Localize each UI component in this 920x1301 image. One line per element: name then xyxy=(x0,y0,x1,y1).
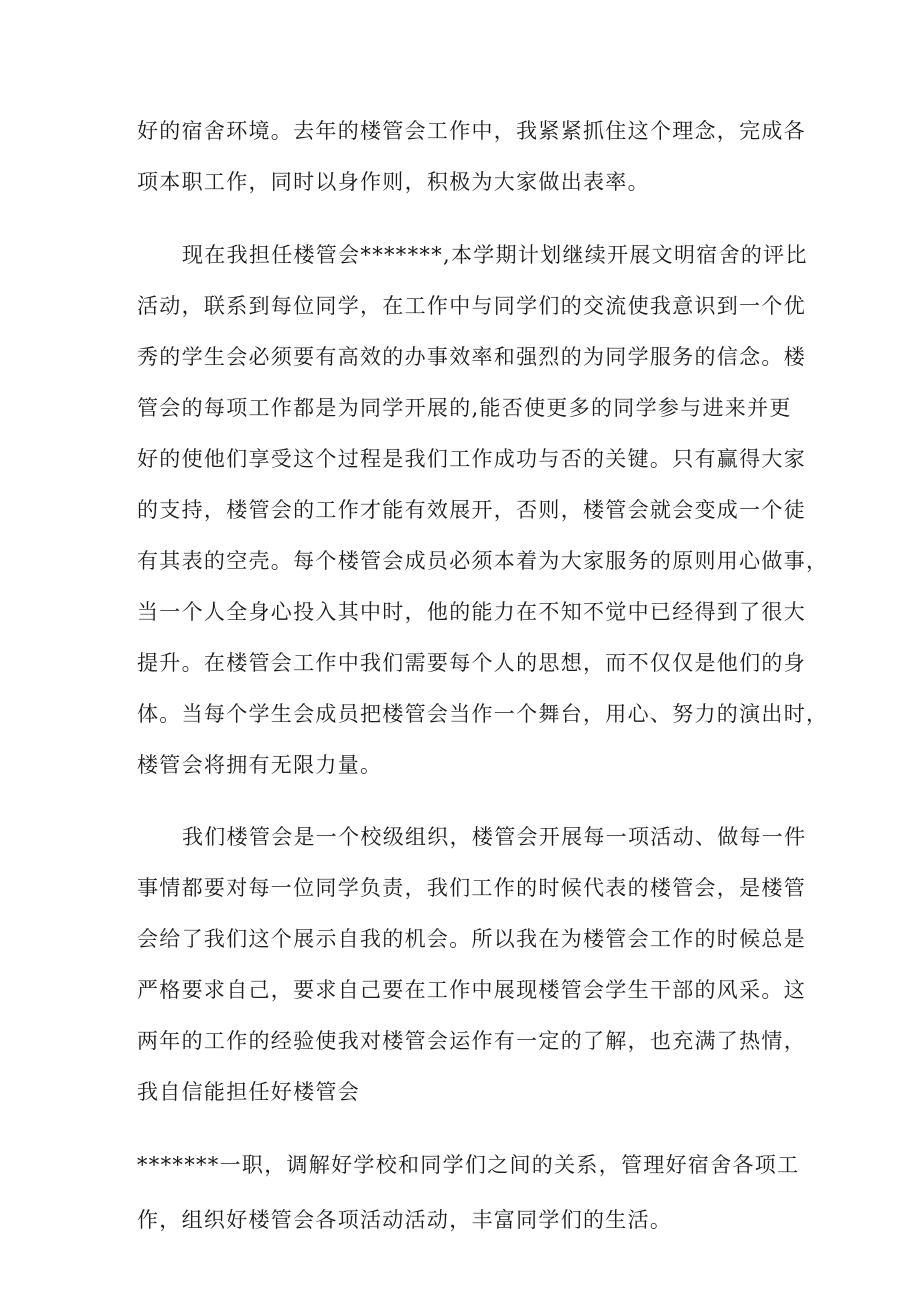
paragraph-3-line-1: 我们楼管会是一个校级组织，楼管会开展每一项活动、做每一件 xyxy=(182,825,807,849)
paragraph-2-line-10: 体。当每个学生会成员把楼管会当作一个舞台，用心、努力的演出时， xyxy=(137,702,829,726)
paragraph-3-line-3: 会给了我们这个展示自我的机会。所以我在为楼管会工作的时候总是 xyxy=(137,927,806,951)
paragraph-2-line-9: 提升。在楼管会工作中我们需要每个人的思想，而不仅仅是他们的身 xyxy=(137,651,806,675)
paragraph-3-line-2: 事情都要对每一位同学负责，我们工作的时候代表的楼管会，是楼管 xyxy=(137,876,806,900)
paragraph-2-line-4: 管会的每项工作都是为同学开展的,能否使更多的同学参与进来并更 xyxy=(137,396,792,420)
paragraph-1-line-1: 好的宿舍环境。去年的楼管会工作中，我紧紧抓住这个理念，完成各 xyxy=(137,119,806,143)
paragraph-4-line-1: *******一职，调解好学校和同学们之间的关系，管理好宿舍各项工 xyxy=(137,1153,800,1177)
paragraph-3-line-4: 严格要求自己，要求自己要在工作中展现楼管会学生干部的风采。这 xyxy=(137,978,806,1002)
paragraph-2-line-6: 的支持，楼管会的工作才能有效展开，否则，楼管会就会变成一个徒 xyxy=(137,498,806,522)
paragraph-2-line-11: 楼管会将拥有无限力量。 xyxy=(137,753,383,777)
paragraph-4-line-2: 作，组织好楼管会各项活动活动，丰富同学们的生活。 xyxy=(137,1208,673,1232)
paragraph-2-line-8: 当一个人全身心投入其中时，他的能力在不知不觉中已经得到了很大 xyxy=(137,600,806,624)
paragraph-2-line-7: 有其表的空壳。每个楼管会成员必须本着为大家服务的原则用心做事， xyxy=(137,549,829,573)
paragraph-1-line-2: 项本职工作，同时以身作则，积极为大家做出表率。 xyxy=(137,170,650,194)
paragraph-2-line-2: 活动，联系到每位同学，在工作中与同学们的交流使我意识到一个优 xyxy=(137,294,806,318)
paragraph-3-line-6: 我自信能担任好楼管会 xyxy=(137,1080,360,1104)
paragraph-2-line-5: 好的使他们享受这个过程是我们工作成功与否的关键。只有赢得大家 xyxy=(137,447,806,471)
paragraph-3-line-5: 两年的工作的经验使我对楼管会运作有一定的了解，也充满了热情， xyxy=(137,1029,806,1053)
paragraph-2-line-3: 秀的学生会必须要有高效的办事效率和强烈的为同学服务的信念。楼 xyxy=(137,345,806,369)
paragraph-2-line-1: 现在我担任楼管会*******,本学期计划继续开展文明宿舍的评比 xyxy=(182,243,808,267)
